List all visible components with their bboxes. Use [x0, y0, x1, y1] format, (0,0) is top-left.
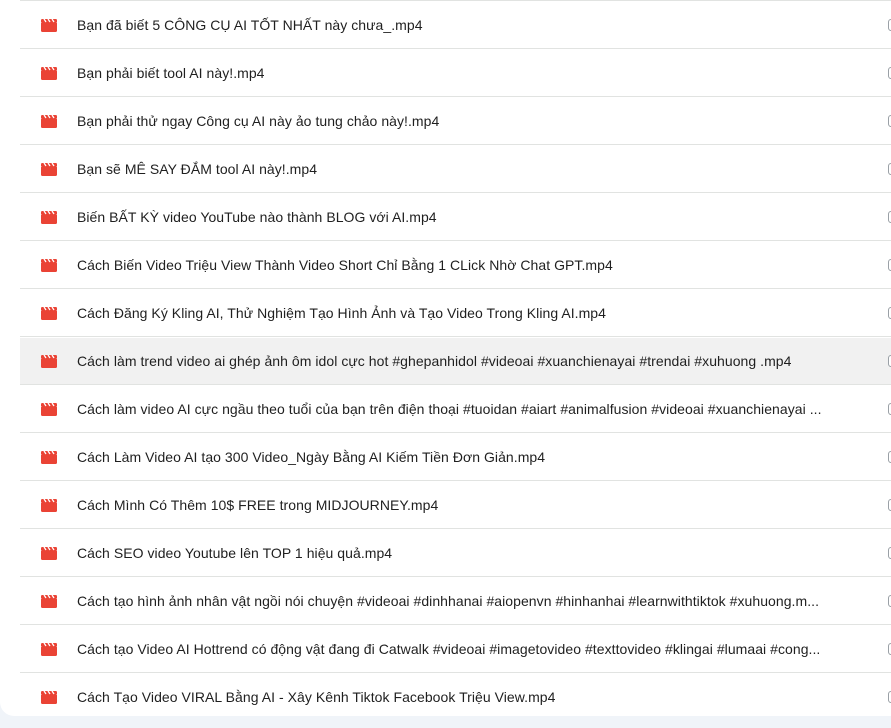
list-item[interactable] [20, 2, 891, 49]
file-name: Cách Làm Video AI tạo 300 Video_Ngày Bằng AI Kiếm Tiền Đơn Giản.mp4 [77, 449, 546, 465]
video-file-icon [41, 259, 57, 272]
video-file-icon [41, 19, 57, 32]
file-name: Cách Biến Video Triệu View Thành Video Short Chỉ Bằng 1 CLick Nhờ Chat GPT.mp4 [77, 257, 613, 273]
list-item[interactable] [20, 146, 891, 193]
video-file-icon [41, 355, 57, 368]
video-file-icon [41, 499, 57, 512]
file-name: Cách Đăng Ký Kling AI, Thử Nghiệm Tạo Hình Ảnh và Tạo Video Trong Kling AI.mp4 [77, 305, 606, 321]
video-file-icon [41, 163, 57, 176]
list-item[interactable] [20, 194, 891, 241]
file-name: Biến BẤT KỲ video YouTube nào thành BLOG với AI.mp4 [77, 209, 437, 225]
video-file-icon [41, 547, 57, 560]
video-file-icon [41, 451, 57, 464]
video-file-icon [41, 307, 57, 320]
video-file-icon [41, 595, 57, 608]
file-name: Bạn phải biết tool AI này!.mp4 [77, 65, 265, 81]
file-name: Cách SEO video Youtube lên TOP 1 hiệu quả.mp4 [77, 545, 393, 561]
file-name: Cách Mình Có Thêm 10$ FREE trong MIDJOURNEY.mp4 [77, 497, 439, 513]
file-name: Bạn phải thử ngay Công cụ AI này ảo tung chảo này!.mp4 [77, 113, 440, 129]
list-item[interactable] [20, 434, 891, 481]
file-name: Cách Tạo Video VIRAL Bằng AI - Xây Kênh Tiktok Facebook Triệu View.mp4 [77, 689, 556, 705]
file-name: Cách làm trend video ai ghép ảnh ôm idol cực hot #ghepanhidol #videoai #xuanchienayai #trendai #xuhuong .mp4 [77, 353, 792, 369]
file-name: Cách tạo Video AI Hottrend có động vật đang đi Catwalk #videoai #imagetovideo #texttovideo #klingai #lumaai #cong... [77, 641, 821, 657]
list-item[interactable] [20, 530, 891, 577]
video-file-icon [41, 115, 57, 128]
list-item[interactable] [20, 578, 891, 625]
file-name: Bạn sẽ MÊ SAY ĐẮM tool AI này!.mp4 [77, 161, 318, 177]
list-item[interactable] [20, 98, 891, 145]
list-item[interactable] [20, 626, 891, 673]
list-item[interactable] [20, 674, 891, 716]
file-name: Bạn đã biết 5 CÔNG CỤ AI TỐT NHẤT này chưa_.mp4 [77, 17, 423, 33]
list-item[interactable] [20, 242, 891, 289]
divider [20, 0, 891, 1]
video-file-icon [41, 403, 57, 416]
video-file-icon [41, 691, 57, 704]
list-item[interactable] [20, 482, 891, 529]
file-name: Cách tạo hình ảnh nhân vật ngồi nói chuyện #videoai #dinhhanai #aiopenvn #hinhanhai #learnwithtiktok #xuhuong.m... [77, 593, 820, 609]
video-file-icon [41, 67, 57, 80]
video-file-icon [41, 211, 57, 224]
list-item[interactable] [20, 386, 891, 433]
list-item[interactable] [20, 290, 891, 337]
video-file-icon [41, 643, 57, 656]
list-item[interactable] [20, 338, 891, 385]
file-name: Cách làm video AI cực ngầu theo tuổi của bạn trên điện thoại #tuoidan #aiart #animalfusion #videoai #xuanchienayai ... [77, 401, 822, 417]
list-item[interactable] [20, 50, 891, 97]
